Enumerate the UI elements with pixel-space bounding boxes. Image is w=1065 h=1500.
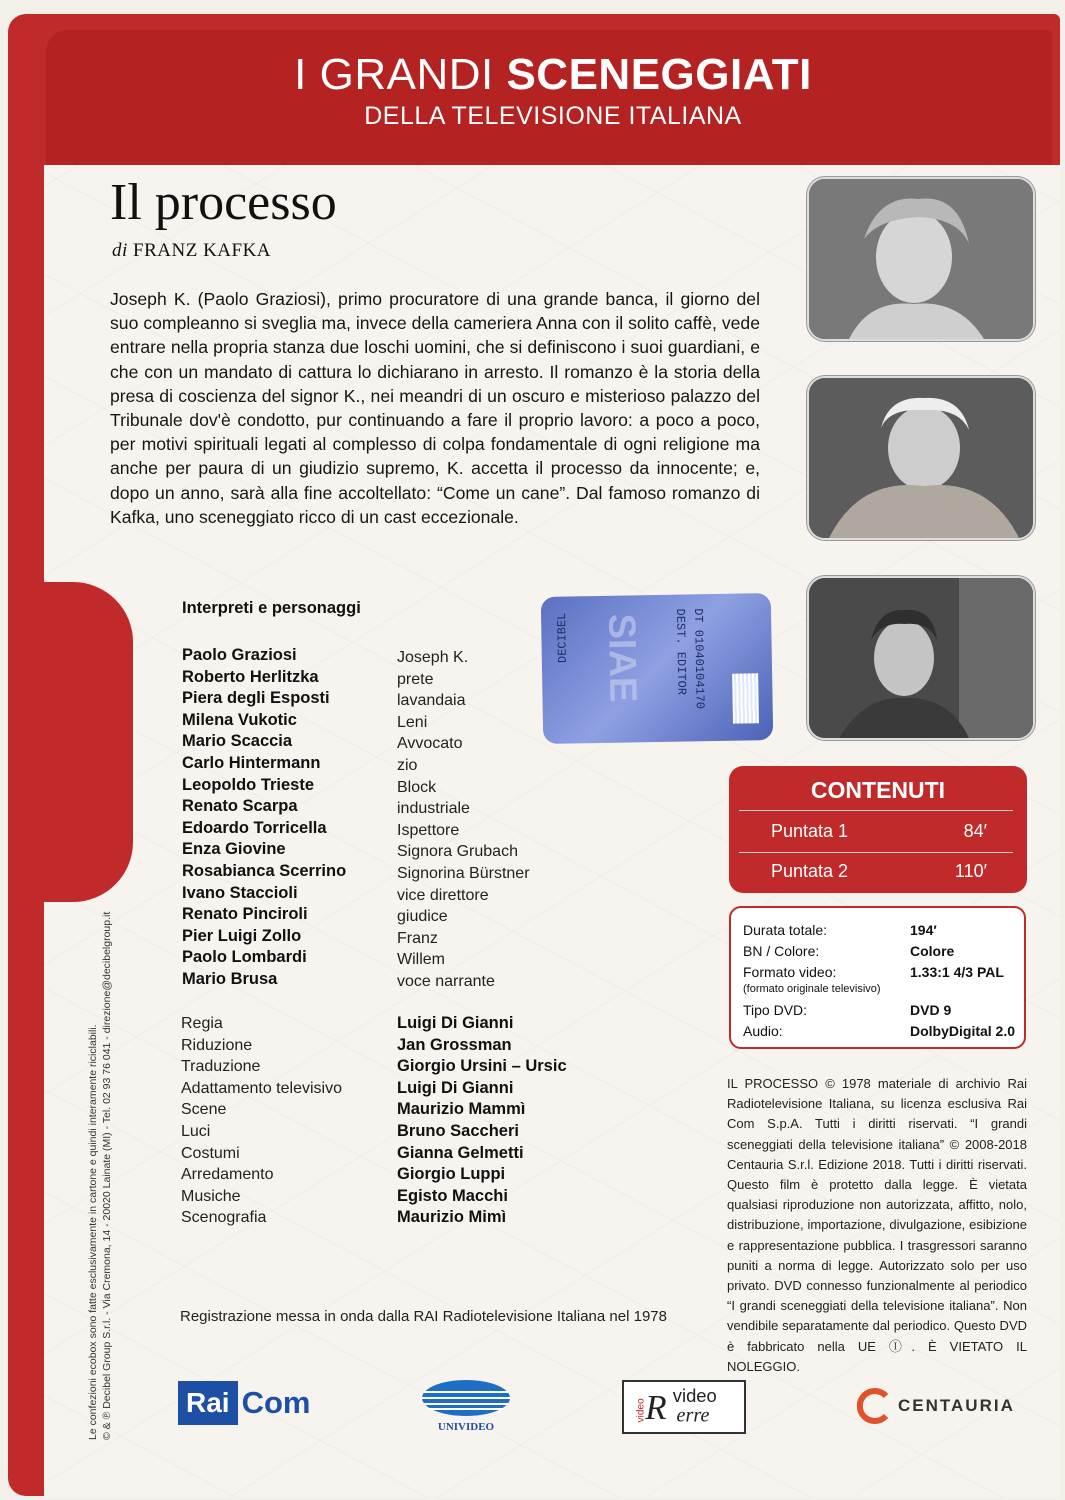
synopsis: Joseph K. (Paolo Graziosi), primo procuratore di una grande banca, il giorno del suo compleanno si sveglia ma, invece della cameriera Anna con il solito caffè, vede entrare nella propria stanza due loschi uomini, che si definiscono i suoi guardiani, e che con un mandato di cattura lo dichiarano in arresto. Il romanzo è la storia della presa di coscienza del signor K., nei meandri di un oscuro e misterioso palazzo del Tribunale dov'è condotto, pur continuando a fare il proprio lavoro: a poco a poco, per motivi spirituali legati al complesso di colpa fondamentale di ogni religione ma anche per paura di un giudizio supremo, K. accetta il processo da innocente; e, dopo un anno, sarà alla fine accoltellato: “Come un cane”. Dal famoso romanzo di Kafka, uno sceneggiato ricco di un cast eccezionale. — [110, 289, 760, 527]
cast-actor: Pier Luigi Zollo — [182, 926, 302, 945]
hologram-pattern: SIAE — [600, 613, 644, 703]
cast-actors — [182, 645, 346, 991]
centauria-c-icon — [856, 1388, 892, 1424]
case-tab — [38, 582, 133, 902]
svg-text:video: video — [635, 1398, 647, 1423]
crew-names — [397, 1013, 567, 1229]
univideo-text: UNIVIDEO — [437, 1421, 495, 1433]
crew-roles — [181, 1013, 342, 1229]
contents-box — [729, 766, 1027, 893]
series-header — [46, 30, 1060, 165]
cast-role: vice direttore — [397, 886, 489, 904]
cast-actor: Renato Pinciroli — [182, 905, 308, 924]
centauria-logo: CENTAURIA — [856, 1388, 1015, 1424]
crew-name: Bruno Saccheri — [397, 1121, 519, 1140]
cast-role: Avvocato — [397, 735, 463, 753]
crew-role: Scenografia — [181, 1209, 267, 1227]
contents-heading: CONTENUTI — [810, 777, 946, 803]
crew-role: Traduzione — [181, 1058, 261, 1076]
cast-role: Leni — [397, 713, 428, 731]
crew-name: Giorgio Ursini – Ursic — [397, 1057, 567, 1076]
episode-row: Puntata 1 84′ — [771, 821, 987, 841]
crew-role: Musiche — [181, 1187, 241, 1205]
spec-color: BN / Colore: Colore — [743, 943, 955, 959]
cast-role: Joseph K. — [397, 649, 469, 666]
cast-actor: Paolo Graziosi — [182, 646, 297, 664]
sticker-barcode — [732, 673, 759, 723]
cast-role: zio — [397, 756, 418, 774]
siae-hologram-sticker — [541, 593, 774, 744]
crew-role: Scene — [181, 1101, 227, 1119]
cast-role: lavandaia — [397, 692, 466, 710]
crew-name: Luigi Di Gianni — [397, 1014, 514, 1032]
cast-role: prete — [397, 670, 434, 688]
cast-actor: Renato Scarpa — [182, 797, 298, 816]
page-title: Il processo — [110, 174, 337, 231]
crew-role: Costumi — [181, 1144, 240, 1162]
vertical-imprint: Le confezioni ecobox sono fatte esclusivamente in cartone e quindi interamente riciclabili. © & ℗ Decibel Group S.r.l. - Via Cremona, 14 - 20020 Lainate (MI) - Tel. 02 93 76 041 - direzione@decibelgroup.it — [87, 911, 113, 1440]
cast-actor: Mario Brusa — [182, 969, 278, 988]
crew-role: Regia — [181, 1015, 223, 1032]
cast-roles — [397, 647, 530, 993]
svg-text:erre: erre — [676, 1404, 710, 1427]
crew-role: Riduzione — [181, 1036, 253, 1054]
legal-notice: IL PROCESSO © 1978 materiale di archivio Rai Radiotelevisione Italiana, su licenza esclusiva Rai Com S.p.A. Tutti i diritti riservati. “I grandi sceneggiati della televisione italiana” © 2008-2018 Centauria S.r.l. Edizione 2018. Tutti i diritti riservati. Questo film è protetto dalla legge. È vietata qualsiasi riproduzione non autorizzata, affitto, nolo, distribuzione, importazione, divulgazione, esibizione e rappresentazione pubblica. I trasgressori saranno puniti a norma di legge. Autorizzato solo per uso privato. DVD connesso funzionalmente al periodico “I grandi sceneggiati della televisione italiana”. Non vendibile separatamente dal periodico. Questo DVD è fabbricato nella UE Ⓘ. È VIETATO IL NOLEGGIO. — [727, 1076, 1027, 1374]
cast-actor: Enza Giovine — [182, 840, 286, 859]
univideo-logo — [420, 1378, 512, 1436]
scene-photo-3 — [807, 576, 1035, 740]
broadcast-note: Registrazione messa in onda dalla RAI Radiotelevisione Italiana nel 1978 — [180, 1308, 667, 1325]
spec-dvd-type: Tipo DVD: DVD 9 — [743, 1002, 952, 1018]
crew-name: Egisto Macchi — [397, 1186, 508, 1205]
cast-role: Block — [397, 778, 437, 796]
cast-role: Signora Grubach — [397, 843, 518, 861]
cast-role: Willem — [397, 951, 445, 969]
cast-role: Franz — [397, 929, 438, 947]
crew-name: Jan Grossman — [397, 1035, 512, 1054]
episode-row: Puntata 2 110′ — [771, 861, 987, 881]
spec-format-note: (formato originale televisivo) — [743, 983, 881, 995]
videoerre-mark — [624, 1382, 740, 1428]
sticker-codes: DT 01040104170 DEST. EDITOR — [672, 608, 707, 710]
raicom-logo: Rai Com — [178, 1375, 310, 1431]
cast-actor: Mario Scaccia — [182, 732, 293, 751]
cast-role: Ispettore — [397, 821, 460, 839]
divider — [739, 852, 1013, 853]
crew-name: Luigi Di Gianni — [397, 1078, 514, 1097]
tech-specs-box — [729, 906, 1026, 1049]
cast-actor: Milena Vukotic — [182, 710, 297, 729]
series-title: I GRANDI SCENEGGIATI — [294, 50, 812, 99]
crew-name: Maurizio Mimì — [397, 1208, 507, 1227]
cast-actor: Roberto Herlitzka — [182, 667, 319, 686]
svg-text:R: R — [645, 1387, 667, 1427]
cast-actor: Rosabianca Scerrino — [182, 861, 347, 880]
cast-actor: Edoardo Torricella — [182, 818, 327, 837]
crew-name: Giorgio Luppi — [397, 1165, 506, 1184]
crew-role: Luci — [181, 1122, 211, 1140]
cast-actor: Piera degli Esposti — [182, 689, 330, 708]
spec-audio: Audio: DolbyDigital 2.0 — [743, 1023, 1016, 1039]
scene-photo-1 — [807, 177, 1035, 341]
cast-actor: Carlo Hintermann — [182, 753, 321, 772]
univideo-mark — [420, 1378, 512, 1436]
divider — [739, 810, 1013, 811]
cast-role: industriale — [397, 800, 470, 818]
cast-role: voce narrante — [397, 972, 495, 990]
series-subtitle: DELLA TELEVISIONE ITALIANA — [364, 102, 742, 130]
author-line: di FRANZ KAFKA — [112, 240, 272, 261]
crew-name: Gianna Gelmetti — [397, 1143, 524, 1162]
svg-text:video: video — [672, 1385, 717, 1407]
crew-name: Maurizio Mammì — [397, 1100, 526, 1119]
cast-heading: Interpreti e personaggi — [182, 599, 361, 617]
cast-actor: Paolo Lombardi — [182, 948, 307, 967]
cast-actor: Ivano Staccioli — [182, 883, 298, 902]
spec-format: Formato video: 1.33:1 4/3 PAL — [743, 964, 1004, 980]
scene-photo-2 — [807, 376, 1035, 540]
crew-role: Adattamento televisivo — [181, 1079, 342, 1097]
cast-role: giudice — [397, 908, 448, 926]
sticker-brand: DECIBEL — [555, 612, 570, 664]
spec-duration: Durata totale: 194′ — [743, 922, 937, 938]
cast-role: Signorina Bürstner — [397, 864, 530, 882]
cast-actor: Leopoldo Trieste — [182, 775, 315, 794]
videoerre-logo — [622, 1380, 746, 1434]
crew-role: Arredamento — [181, 1166, 274, 1184]
